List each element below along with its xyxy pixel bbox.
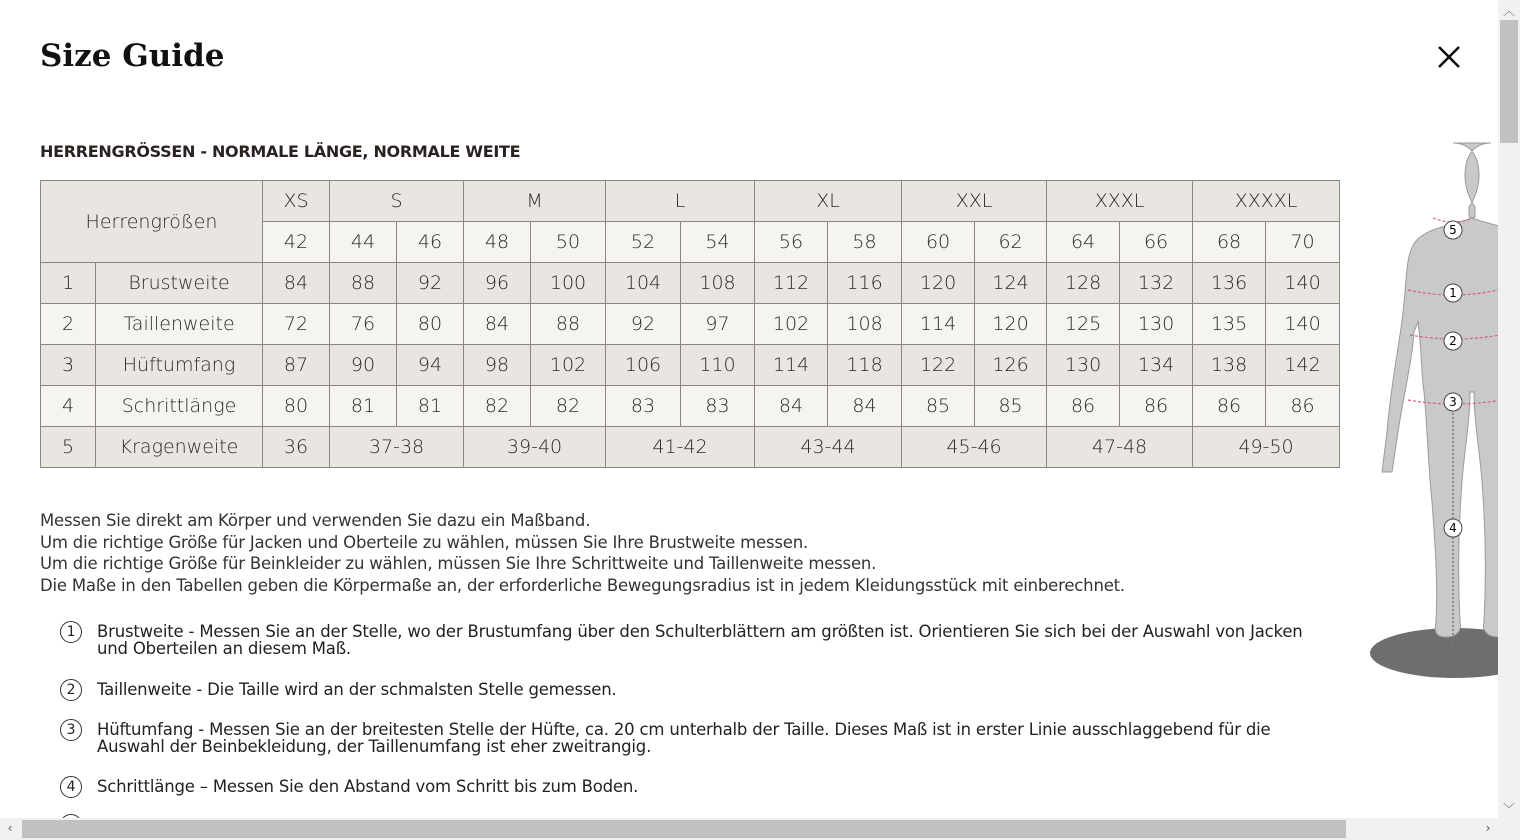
scroll-up-icon[interactable]: ︿ — [1502, 4, 1515, 18]
table-cell: 136 — [1193, 263, 1266, 304]
svg-text:1: 1 — [1449, 286, 1457, 300]
size-number-header: 42 — [263, 222, 330, 263]
row-number: 4 — [41, 386, 96, 427]
size-group-header: S — [330, 181, 464, 222]
table-cell: 76 — [330, 304, 397, 345]
number-badge: 2 — [60, 679, 82, 701]
number-badge: 1 — [60, 621, 82, 643]
table-cell: 128 — [1047, 263, 1120, 304]
corner-header: Herrengrößen — [41, 181, 263, 263]
vertical-scrollbar[interactable] — [1498, 0, 1520, 818]
instruction-item: 4 Schrittlänge – Messen Sie den Abstand vom Schritt bis zum Boden. — [60, 778, 1310, 795]
row-number: 3 — [41, 345, 96, 386]
svg-text:2: 2 — [1449, 334, 1457, 348]
measurement-notes — [40, 510, 1125, 596]
size-number-header: 60 — [902, 222, 975, 263]
instruction-item: 3 Hüftumfang - Messen Sie an der breitesten Stelle der Hüfte, ca. 20 cm unterhalb der Taille. Dieses Maß ist in erster Linie ausschlaggebend für die Auswahl der Beinbekleidung, der Taillenumfang ist eher zweitrangig. — [60, 721, 1310, 755]
table-row — [41, 386, 1340, 427]
table-cell: 120 — [902, 263, 975, 304]
number-badge: 3 — [60, 719, 82, 741]
size-number-header: 70 — [1266, 222, 1340, 263]
size-number-header: 52 — [606, 222, 681, 263]
table-cell: 140 — [1266, 304, 1340, 345]
table-cell: 112 — [755, 263, 828, 304]
table-cell: 124 — [975, 263, 1047, 304]
table-cell: 102 — [531, 345, 606, 386]
note: Die Maße in den Tabellen geben die Körpermaße an, der erforderliche Bewegungsradius ist in jedem Kleidungsstück mit einberechnet. — [40, 575, 1125, 595]
size-number-header: 62 — [975, 222, 1047, 263]
table-cell: 122 — [902, 345, 975, 386]
vertical-scroll-thumb[interactable] — [1500, 20, 1518, 143]
note: Messen Sie direkt am Körper und verwenden Sie dazu ein Maßband. — [40, 511, 591, 530]
table-cell: 39-40 — [464, 427, 606, 468]
table-row — [41, 345, 1340, 386]
size-number-header: 66 — [1120, 222, 1193, 263]
table-cell: 84 — [828, 386, 902, 427]
table-row — [41, 263, 1340, 304]
table-cell: 81 — [330, 386, 397, 427]
row-label: Schrittlänge — [96, 386, 263, 427]
table-cell: 114 — [755, 345, 828, 386]
size-group-header: XXL — [902, 181, 1047, 222]
instruction-item: 1 Brustweite - Messen Sie an der Stelle, wo der Brustumfang über den Schulterblättern am größten ist. Orientieren Sie sich bei der Auswahl von Jacken und Oberteilen an diesem Maß. — [60, 623, 1310, 657]
table-cell: 90 — [330, 345, 397, 386]
horizontal-scroll-thumb[interactable] — [22, 820, 1346, 838]
size-number-header: 50 — [531, 222, 606, 263]
table-cell: 140 — [1266, 263, 1340, 304]
table-cell: 86 — [1120, 386, 1193, 427]
row-number: 1 — [41, 263, 96, 304]
table-cell: 138 — [1193, 345, 1266, 386]
table-cell: 104 — [606, 263, 681, 304]
svg-text:5: 5 — [1449, 223, 1457, 237]
table-cell: 43-44 — [755, 427, 902, 468]
table-cell: 116 — [828, 263, 902, 304]
table-cell: 41-42 — [606, 427, 755, 468]
number-badge: 4 — [60, 776, 82, 798]
table-cell: 120 — [975, 304, 1047, 345]
row-label: Kragenweite — [96, 427, 263, 468]
table-cell: 88 — [531, 304, 606, 345]
table-cell: 96 — [464, 263, 531, 304]
table-cell: 47-48 — [1047, 427, 1193, 468]
size-table — [40, 180, 1340, 468]
table-cell: 86 — [1047, 386, 1120, 427]
table-cell: 130 — [1120, 304, 1193, 345]
table-cell: 80 — [263, 386, 330, 427]
table-cell: 86 — [1193, 386, 1266, 427]
size-number-header: 56 — [755, 222, 828, 263]
instruction-item: 2 Taillenweite - Die Taille wird an der schmalsten Stelle gemessen. — [60, 681, 1310, 698]
body-measurement-figure — [1360, 138, 1498, 683]
table-heading: HERRENGRÖSSEN - NORMALE LÄNGE, NORMALE WEITE — [40, 142, 521, 161]
size-group-header: XXXL — [1047, 181, 1193, 222]
table-cell: 130 — [1047, 345, 1120, 386]
table-cell: 84 — [464, 304, 531, 345]
size-group-header: M — [464, 181, 606, 222]
table-cell: 36 — [263, 427, 330, 468]
table-cell: 86 — [1266, 386, 1340, 427]
size-group-header: XS — [263, 181, 330, 222]
size-number-header: 58 — [828, 222, 902, 263]
table-cell: 85 — [902, 386, 975, 427]
horizontal-scrollbar[interactable] — [0, 818, 1498, 840]
scroll-left-icon[interactable]: ‹ — [7, 821, 13, 835]
table-cell: 84 — [755, 386, 828, 427]
page-title: Size Guide — [40, 38, 225, 74]
table-cell: 110 — [681, 345, 755, 386]
table-cell: 82 — [531, 386, 606, 427]
table-cell: 37-38 — [330, 427, 464, 468]
size-number-header: 44 — [330, 222, 397, 263]
table-cell: 82 — [464, 386, 531, 427]
close-icon[interactable] — [1434, 42, 1464, 72]
row-label: Taillenweite — [96, 304, 263, 345]
row-number: 5 — [41, 427, 96, 468]
table-cell: 114 — [902, 304, 975, 345]
size-group-header: XL — [755, 181, 902, 222]
table-cell: 97 — [681, 304, 755, 345]
size-group-row — [41, 181, 1340, 222]
size-number-header: 54 — [681, 222, 755, 263]
svg-text:3: 3 — [1449, 395, 1457, 409]
table-cell: 92 — [397, 263, 464, 304]
table-cell: 80 — [397, 304, 464, 345]
scroll-down-icon[interactable]: ﹀ — [1502, 802, 1515, 816]
table-cell: 81 — [397, 386, 464, 427]
table-cell: 94 — [397, 345, 464, 386]
table-cell: 88 — [330, 263, 397, 304]
row-number: 2 — [41, 304, 96, 345]
table-cell: 134 — [1120, 345, 1193, 386]
table-cell: 92 — [606, 304, 681, 345]
table-cell: 87 — [263, 345, 330, 386]
note: Um die richtige Größe für Jacken und Oberteile zu wählen, müssen Sie Ihre Brustweite messen. — [40, 532, 809, 552]
size-number-header: 46 — [397, 222, 464, 263]
size-group-header: XXXXL — [1193, 181, 1340, 222]
table-row — [41, 304, 1340, 345]
size-number-header: 48 — [464, 222, 531, 263]
size-number-header: 64 — [1047, 222, 1120, 263]
scroll-right-icon[interactable]: › — [1485, 821, 1491, 835]
size-number-header: 68 — [1193, 222, 1266, 263]
table-cell: 142 — [1266, 345, 1340, 386]
table-cell: 108 — [828, 304, 902, 345]
size-group-header: L — [606, 181, 755, 222]
table-cell: 118 — [828, 345, 902, 386]
table-cell: 132 — [1120, 263, 1193, 304]
table-cell: 102 — [755, 304, 828, 345]
table-cell: 106 — [606, 345, 681, 386]
table-cell: 100 — [531, 263, 606, 304]
table-cell: 108 — [681, 263, 755, 304]
note: Um die richtige Größe für Beinkleider zu wählen, müssen Sie Ihre Schrittweite und Taillenweite messen. — [40, 554, 877, 573]
table-row-collar — [41, 427, 1340, 468]
table-cell: 49-50 — [1193, 427, 1340, 468]
row-label: Brustweite — [96, 263, 263, 304]
svg-text:4: 4 — [1449, 521, 1457, 535]
table-cell: 135 — [1193, 304, 1266, 345]
table-cell: 98 — [464, 345, 531, 386]
table-cell: 45-46 — [902, 427, 1047, 468]
row-label: Hüftumfang — [96, 345, 263, 386]
table-cell: 72 — [263, 304, 330, 345]
table-cell: 83 — [606, 386, 681, 427]
table-cell: 125 — [1047, 304, 1120, 345]
table-cell: 85 — [975, 386, 1047, 427]
table-cell: 84 — [263, 263, 330, 304]
table-cell: 83 — [681, 386, 755, 427]
table-cell: 126 — [975, 345, 1047, 386]
